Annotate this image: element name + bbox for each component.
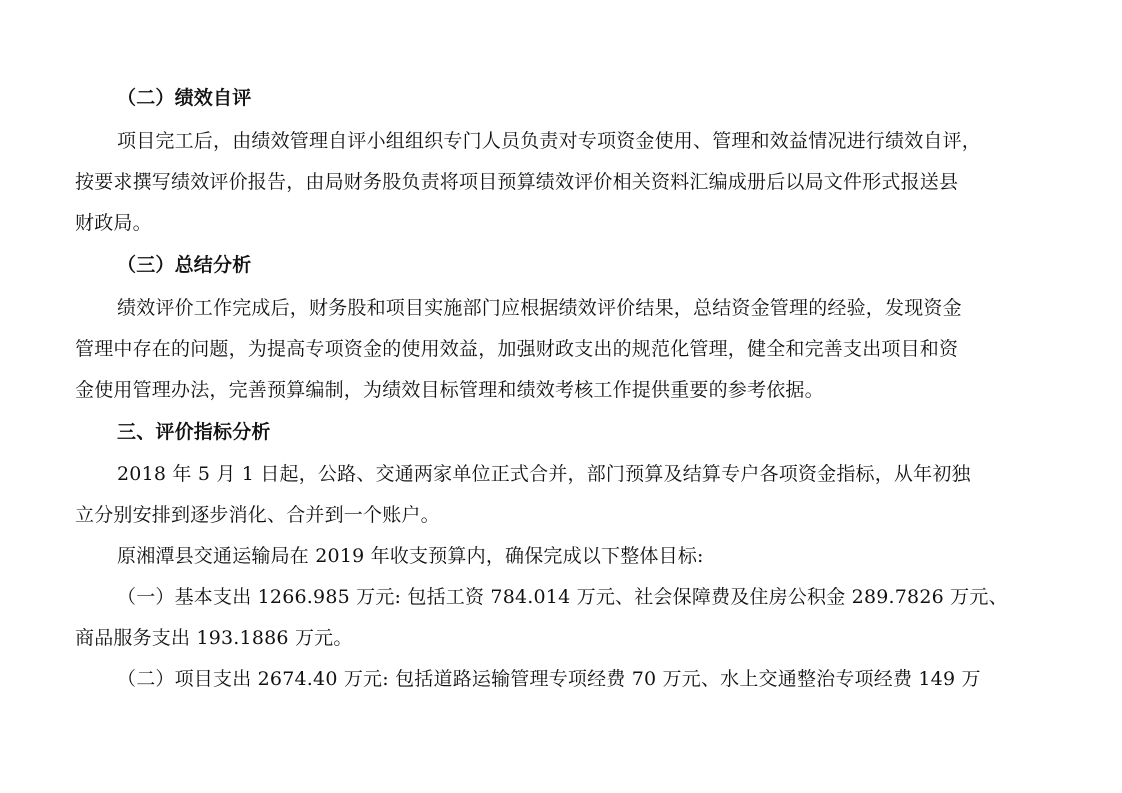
paragraph-line: 2018 年 5 月 1 日起，公路、交通两家单位正式合并，部门预算及结算专户各项资金指标，从年初独 — [117, 463, 971, 485]
paragraph-line: 管理中存在的问题，为提高专项资金的使用效益，加强财政支出的规范化管理，健全和完善支出项目和资 — [75, 338, 959, 360]
list-item-line: 商品服务支出 193.1886 万元。 — [75, 627, 353, 649]
paragraph-line: 金使用管理办法，完善预算编制，为绩效目标管理和绩效考核工作提供重要的参考依据。 — [75, 379, 824, 401]
section-2-heading: （二）绩效自评 — [117, 87, 252, 109]
list-item-line: （二）项目支出 2674.40 万元: 包括道路运输管理专项经费 70 万元、水上交通整治专项经费 149 万 — [117, 668, 981, 690]
paragraph-line: 项目完工后，由绩效管理自评小组组织专门人员负责对专项资金使用、管理和效益情况进行绩效自评， — [117, 130, 982, 152]
paragraph-line: 立分别安排到逐步消化、合并到一个账户。 — [75, 504, 440, 526]
paragraph-line: 财政局。 — [75, 212, 152, 234]
paragraph-line: 按要求撰写绩效评价报告，由局财务股负责将项目预算绩效评价相关资料汇编成册后以局文件形式报送县 — [75, 171, 959, 193]
paragraph-line: 绩效评价工作完成后，财务股和项目实施部门应根据绩效评价结果，总结资金管理的经验，发现资金 — [117, 297, 962, 319]
paragraph-line: 原湘潭县交通运输局在 2019 年收支预算内，确保完成以下整体目标: — [117, 545, 704, 567]
list-item-line: （一）基本支出 1266.985 万元: 包括工资 784.014 万元、社会保障费及住房公积金 289.7826 万元、 — [117, 586, 1008, 608]
section-3-heading: （三）总结分析 — [117, 254, 252, 276]
part-3-heading: 三、评价指标分析 — [117, 421, 271, 443]
